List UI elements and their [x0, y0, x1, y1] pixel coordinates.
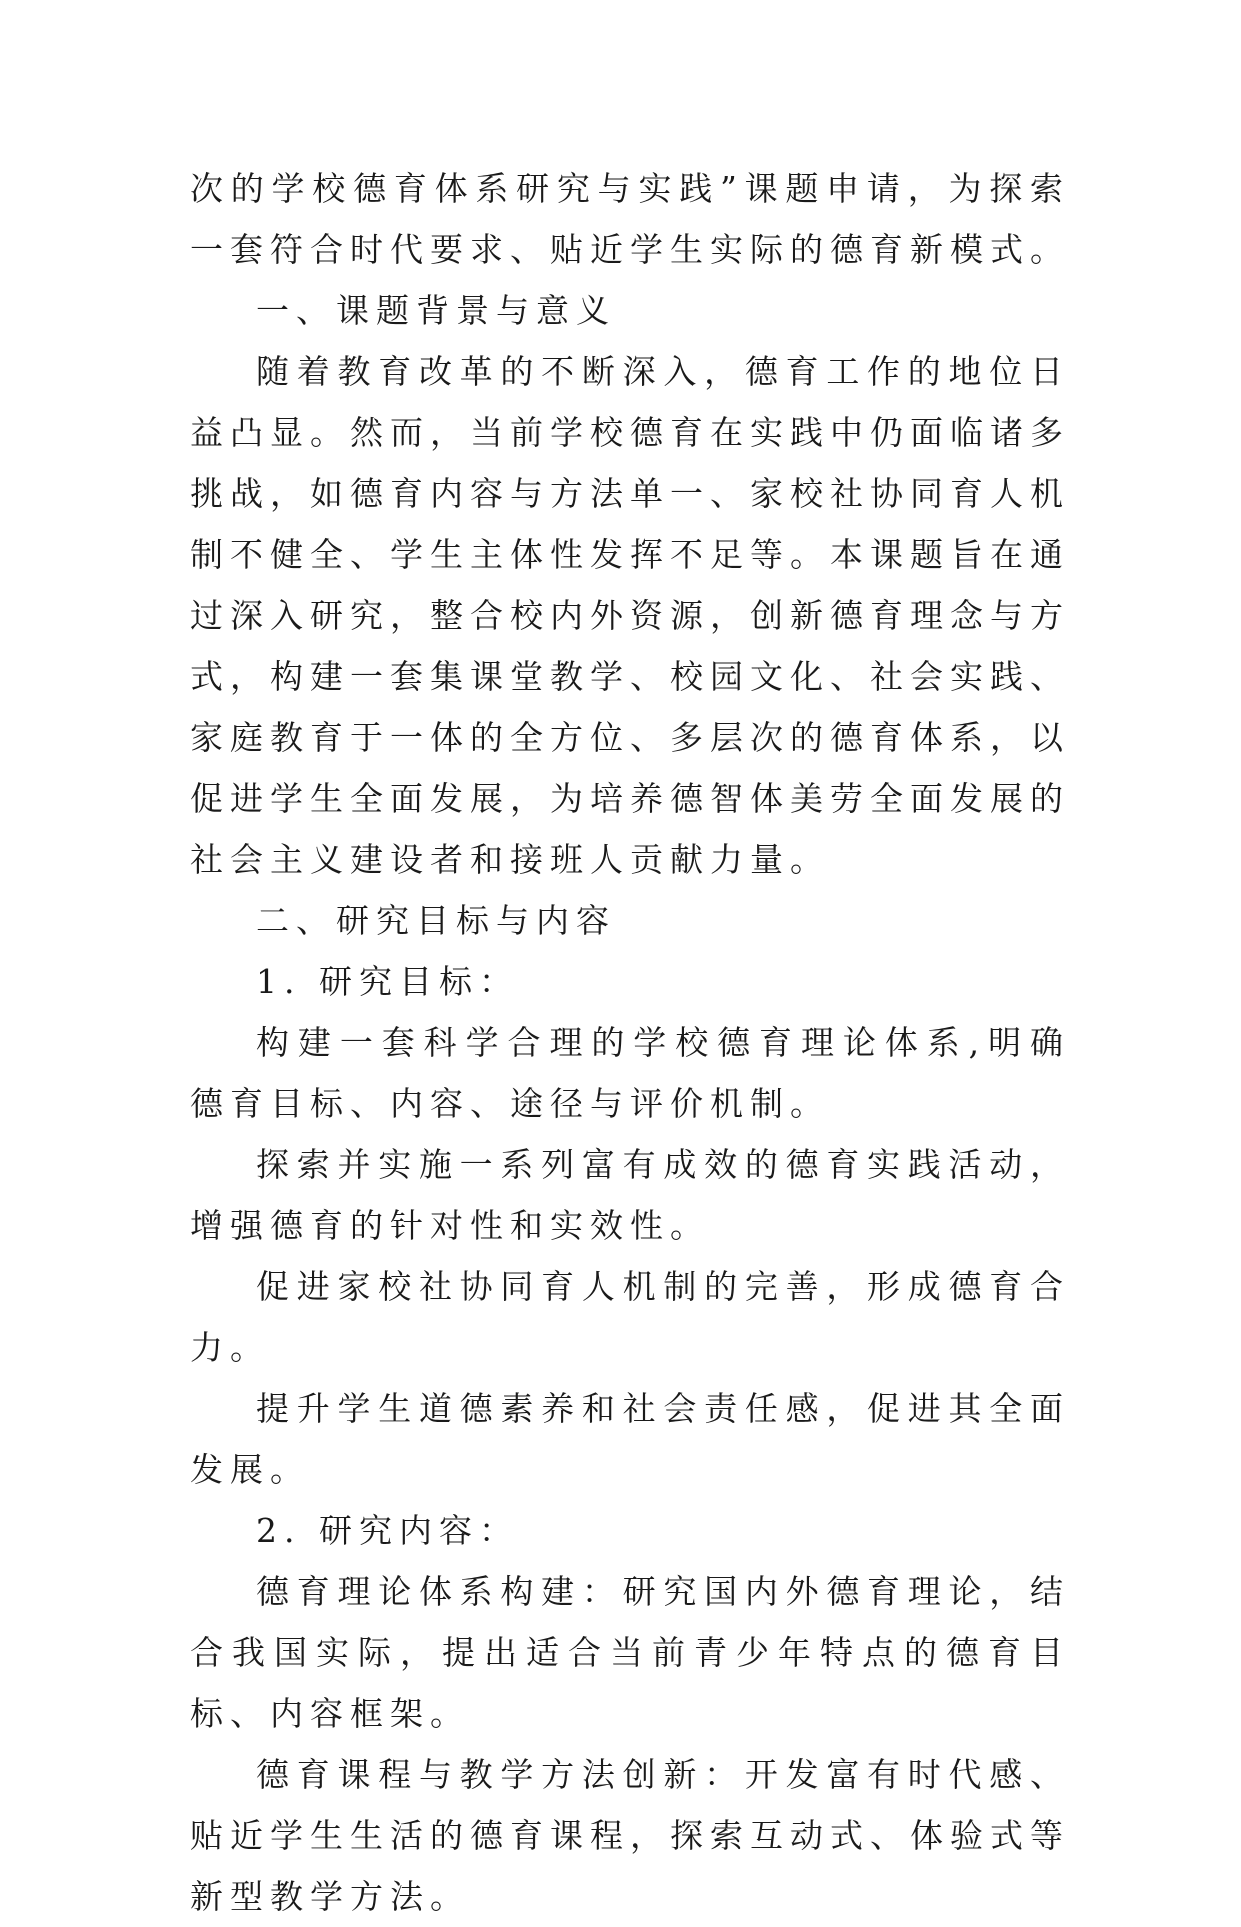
paragraph-continuation: 次的学校德育体系研究与实践”课题申请，为探索一套符合时代要求、贴近学生实际的德育新模式。 [190, 169, 1070, 269]
paragraph-goal-3: 促进家校社协同育人机制的完善，形成德育合力。 [190, 1267, 1070, 1367]
paragraph-goal-4: 提升学生道德素养和社会责任感，促进其全面发展。 [190, 1389, 1070, 1489]
section-heading-background: 一、课题背景与意义 [256, 291, 616, 330]
subheading-research-content: 2. 研究内容： [256, 1511, 519, 1550]
section-heading-goals: 二、研究目标与内容 [256, 901, 616, 940]
paragraph-goal-1: 构建一套科学合理的学校德育理论体系,明确德育目标、内容、途径与评价机制。 [190, 1023, 1070, 1123]
paragraph-background: 随着教育改革的不断深入，德育工作的地位日益凸显。然而，当前学校德育在实践中仍面临诸多挑战，如德育内容与方法单一、家校社协同育人机制不健全、学生主体性发挥不足等。本课题旨在通过深入研究，整合校内外资源，创新德育理念与方式，构建一套集课堂教学、校园文化、社会实践、家庭教育于一体的全方位、多层次的德育体系，以促进学生全面发展，为培养德智体美劳全面发展的社会主义建设者和接班人贡献力量。 [190, 352, 1070, 879]
paragraph-content-1: 德育理论体系构建：研究国内外德育理论，结合我国实际，提出适合当前青少年特点的德育目标、内容框架。 [190, 1572, 1070, 1733]
paragraph-content-2: 德育课程与教学方法创新：开发富有时代感、贴近学生生活的德育课程，探索互动式、体验式等新型教学方法。 [190, 1755, 1070, 1916]
subheading-research-goals: 1. 研究目标： [256, 962, 519, 1001]
document-body [190, 158, 1070, 1927]
paragraph-goal-2: 探索并实施一系列富有成效的德育实践活动，增强德育的针对性和实效性。 [190, 1145, 1070, 1245]
